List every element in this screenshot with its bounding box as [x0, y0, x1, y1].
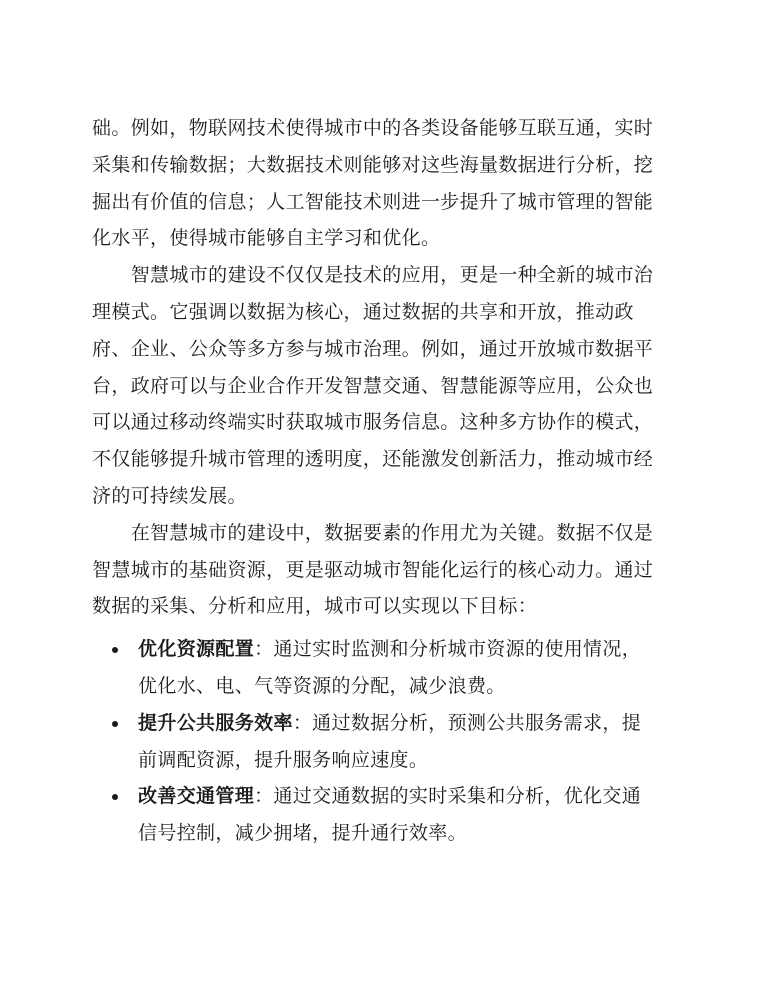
list-item: [92, 705, 678, 779]
paragraph-1: 础。例如，物联网技术使得城市中的各类设备能够互联互通，实时 采集和传输数据；大数据技术则能够对这些海量数据进行分析，挖 掘出有价值的信息；人工智能技术则进一步提升了城市管理的智能 化水平，使得城市能够自主学习和优化。: [92, 117, 654, 250]
bullet-text: ：通过数据分析，预测公共服务需求，提: [292, 711, 642, 734]
bullet-first-line: [138, 631, 678, 668]
bullet-icon: [112, 794, 118, 800]
list-item: [92, 631, 678, 705]
paragraph-3: 在智慧城市的建设中，数据要素的作用尤为关键。数据不仅是 智慧城市的基础资源，更是驱动城市智能化运行的核心动力。通过 数据的采集、分析和应用，城市可以实现以下目标：: [92, 521, 654, 618]
document-page: [92, 110, 678, 852]
bullet-first-line: [138, 705, 678, 742]
bullet-term: 优化资源配置: [138, 638, 255, 661]
bullet-icon: [112, 647, 118, 653]
bullet-first-line: [138, 778, 678, 815]
bullet-term: 改善交通管理: [138, 785, 255, 808]
bullet-text: ：通过实时监测和分析城市资源的使用情况，: [254, 638, 642, 661]
bullet-list: [92, 631, 678, 852]
list-item: [92, 778, 678, 852]
bullet-icon: [112, 721, 118, 727]
bullet-term: 提升公共服务效率: [138, 711, 293, 734]
bullet-text: ：通过交通数据的实时采集和分析，优化交通: [254, 785, 642, 808]
paragraph-2: 智慧城市的建设不仅仅是技术的应用，更是一种全新的城市治 理模式。它强调以数据为核心，通过数据的共享和开放，推动政 府、企业、公众等多方参与城市治理。例如，通过开放城市数据平 台，政府可以与企业合作开发智慧交通、智慧能源等应用，公众也 可以通过移动终端实时获取城市服务信息。这种多方协作的模式， 不仅能够提升城市管理的透明度，还能激发创新活力，推动城市经 济的可持续发展。: [92, 264, 654, 507]
bullet-second-line: 优化水、电、气等资源的分配，减少浪费。: [138, 674, 506, 697]
bullet-second-line: 信号控制，减少拥堵，提升通行效率。: [138, 822, 467, 845]
bullet-second-line: 前调配资源，提升服务响应速度。: [138, 748, 429, 771]
